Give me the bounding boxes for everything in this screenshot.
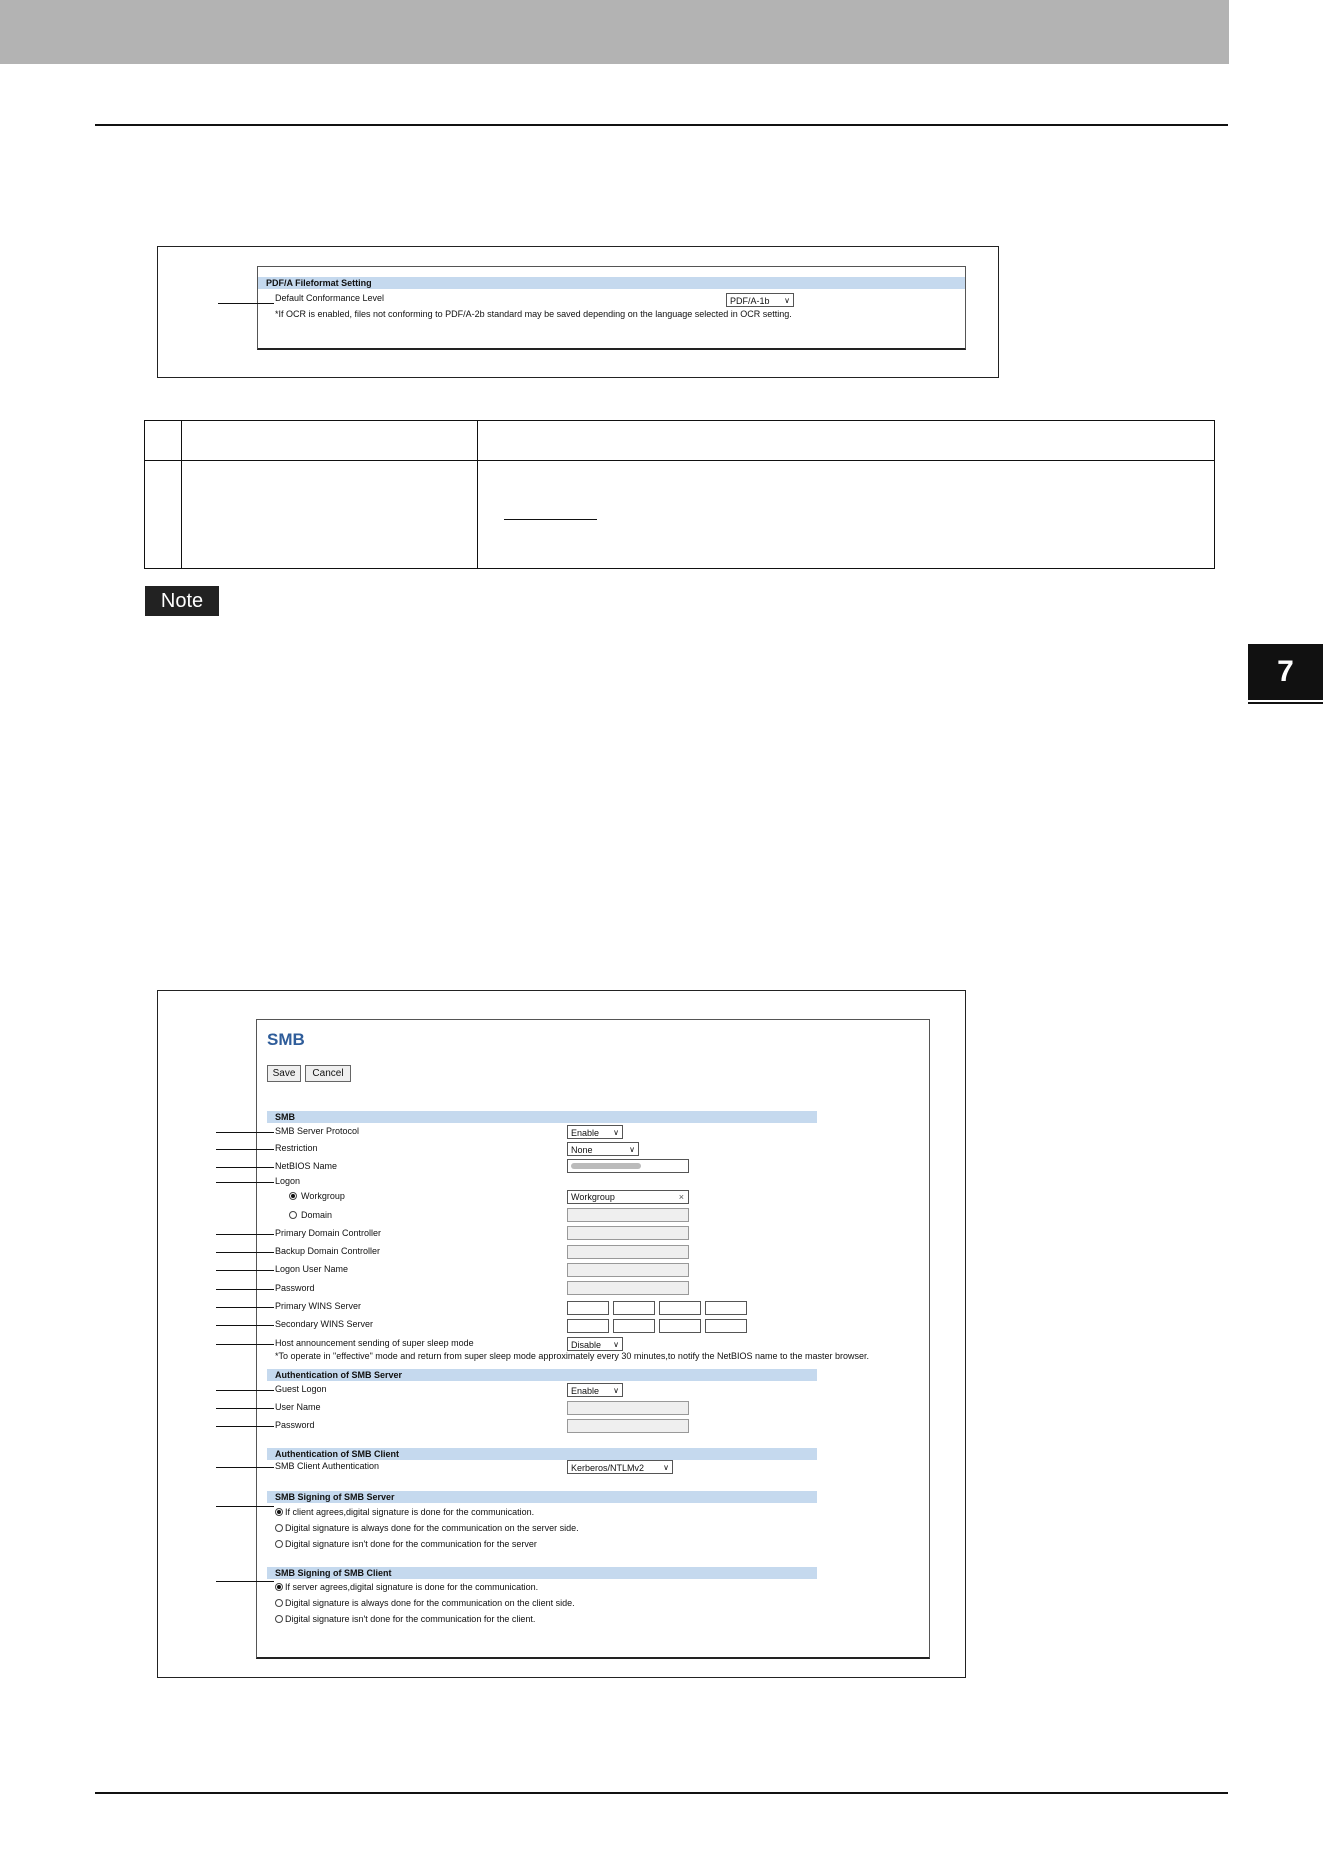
user-name-label: User Name [275, 1402, 321, 1412]
netbios-name-input[interactable] [567, 1159, 689, 1173]
workgroup-label: Workgroup [301, 1191, 345, 1201]
domain-radio[interactable] [289, 1211, 297, 1219]
callout-leader [216, 1390, 274, 1391]
signing-client-radio-2[interactable] [275, 1599, 283, 1607]
callout-leader [216, 1581, 274, 1582]
backup-dc-input[interactable] [567, 1245, 689, 1259]
save-button[interactable]: Save [267, 1065, 301, 1082]
callout-leader [216, 1149, 274, 1150]
pdfa-panel [257, 266, 966, 350]
user-name-input[interactable] [567, 1401, 689, 1415]
callout-leader [216, 1182, 274, 1183]
signing-server-option-3: Digital signature isn't done for the communication for the server [285, 1539, 537, 1549]
client-auth-select[interactable] [567, 1460, 673, 1474]
page-title: SMB [267, 1030, 305, 1049]
primary-dc-input[interactable] [567, 1226, 689, 1240]
server-protocol-label: SMB Server Protocol [275, 1126, 360, 1136]
logon-label: Logon [275, 1176, 301, 1186]
domain-input[interactable] [567, 1208, 689, 1222]
callout-leader [216, 1307, 274, 1308]
primary-wins-octet-3[interactable] [659, 1301, 701, 1315]
table-cell [182, 421, 478, 461]
host-announce-note: *To operate in "effective" mode and return from super sleep mode approximately every 30 minutes,to notify the NetBIOS name to the master browser. [275, 1351, 870, 1361]
guest-logon-label: Guest Logon [275, 1384, 327, 1394]
client-auth-value: Kerberos/NTLMv2 [571, 1463, 645, 1473]
table-cell [478, 421, 1215, 461]
server-protocol-value: Enable [571, 1128, 600, 1138]
secondary-wins-octet-3[interactable] [659, 1319, 701, 1333]
primary-wins-label: Primary WINS Server [275, 1301, 362, 1311]
smb-screenshot-frame [157, 990, 966, 1678]
chapter-tab: 7 [1248, 644, 1323, 700]
blurred-value [571, 1163, 641, 1169]
host-announce-label: Host announcement sending of super sleep mode [275, 1338, 474, 1348]
chevron-down-icon: ∨ [663, 1463, 669, 1472]
header-band [0, 0, 1229, 64]
domain-label: Domain [301, 1210, 333, 1220]
pdfa-footnote: *If OCR is enabled, files not conforming to PDF/A-2b standard may be saved depending on the language selected in OCR setting. [275, 309, 792, 319]
backup-dc-label: Backup Domain Controller [275, 1246, 381, 1256]
signing-client-option-2: Digital signature is always done for the communication on the client side. [285, 1598, 575, 1608]
smb-section-header: SMB [267, 1111, 817, 1123]
callout-leader [218, 303, 274, 304]
header-rule [95, 124, 1228, 126]
callout-leader [216, 1408, 274, 1409]
conformance-select[interactable] [726, 293, 794, 307]
table-cell [478, 461, 1215, 569]
server-protocol-select[interactable] [567, 1125, 623, 1139]
callout-leader [216, 1270, 274, 1271]
callout-leader [216, 1426, 274, 1427]
secondary-wins-octet-2[interactable] [613, 1319, 655, 1333]
client-auth-label: SMB Client Authentication [275, 1461, 380, 1471]
table-cell [182, 461, 478, 569]
conformance-label: Default Conformance Level [275, 293, 385, 303]
signing-server-radio-2[interactable] [275, 1524, 283, 1532]
secondary-wins-octet-4[interactable] [705, 1319, 747, 1333]
guest-logon-value: Enable [571, 1386, 600, 1396]
callout-leader [216, 1132, 274, 1133]
signing-server-radio-3[interactable] [275, 1540, 283, 1548]
netbios-name-label: NetBIOS Name [275, 1161, 338, 1171]
callout-leader [216, 1325, 274, 1326]
primary-wins-octet-2[interactable] [613, 1301, 655, 1315]
server-password-input[interactable] [567, 1419, 689, 1433]
clear-icon[interactable]: × [678, 1192, 684, 1202]
signing-server-option-2: Digital signature is always done for the communication on the server side. [285, 1523, 579, 1533]
workgroup-input[interactable] [567, 1190, 689, 1204]
callout-leader [216, 1289, 274, 1290]
callout-leader [216, 1344, 274, 1345]
host-announce-select[interactable] [567, 1337, 623, 1351]
note-badge: Note [145, 586, 219, 616]
password-label: Password [275, 1283, 315, 1293]
reference-table [144, 420, 1215, 569]
signing-client-section-header: SMB Signing of SMB Client [267, 1567, 817, 1579]
auth-server-section-header: Authentication of SMB Server [267, 1369, 817, 1381]
pdfa-screenshot-frame [157, 246, 999, 378]
workgroup-value: Workgroup [571, 1192, 615, 1202]
auth-client-section-header: Authentication of SMB Client [267, 1448, 817, 1460]
signing-server-option-1: If client agrees,digital signature is done for the communication. [285, 1507, 535, 1517]
logon-user-input[interactable] [567, 1263, 689, 1277]
secondary-wins-label: Secondary WINS Server [275, 1319, 374, 1329]
primary-wins-octet-1[interactable] [567, 1301, 609, 1315]
conformance-value: PDF/A-1b [730, 296, 770, 306]
link-underline [504, 519, 597, 520]
restriction-label: Restriction [275, 1143, 318, 1153]
signing-client-radio-3[interactable] [275, 1615, 283, 1623]
table-cell [145, 421, 182, 461]
primary-dc-label: Primary Domain Controller [275, 1228, 382, 1238]
smb-panel [256, 1019, 930, 1659]
chevron-down-icon: ∨ [613, 1340, 619, 1349]
table-cell [145, 461, 182, 569]
chapter-tab-underline [1248, 702, 1323, 704]
server-password-label: Password [275, 1420, 315, 1430]
callout-leader [216, 1467, 274, 1468]
host-announce-value: Disable [571, 1340, 602, 1350]
restriction-select[interactable] [567, 1142, 639, 1156]
logon-user-label: Logon User Name [275, 1264, 349, 1274]
callout-leader [216, 1506, 274, 1507]
chevron-down-icon: ∨ [613, 1386, 619, 1395]
signing-client-option-1: If server agrees,digital signature is done for the communication. [285, 1582, 539, 1592]
chevron-down-icon: ∨ [784, 296, 790, 305]
footer-rule [95, 1792, 1228, 1794]
signing-client-option-3: Digital signature isn't done for the communication for the client. [285, 1614, 536, 1624]
callout-leader [216, 1234, 274, 1235]
signing-client-radio-1[interactable] [275, 1583, 283, 1591]
callout-leader [216, 1252, 274, 1253]
guest-logon-select[interactable] [567, 1383, 623, 1397]
password-input[interactable] [567, 1281, 689, 1295]
primary-wins-octet-4[interactable] [705, 1301, 747, 1315]
chevron-down-icon: ∨ [613, 1128, 619, 1137]
signing-server-section-header: SMB Signing of SMB Server [267, 1491, 817, 1503]
chevron-down-icon: ∨ [629, 1145, 635, 1154]
callout-leader [216, 1167, 274, 1168]
pdfa-section-header: PDF/A Fileformat Setting [258, 277, 965, 289]
secondary-wins-octet-1[interactable] [567, 1319, 609, 1333]
signing-server-radio-1[interactable] [275, 1508, 283, 1516]
restriction-value: None [571, 1145, 593, 1155]
cancel-button[interactable]: Cancel [305, 1065, 351, 1082]
workgroup-radio[interactable] [289, 1192, 297, 1200]
